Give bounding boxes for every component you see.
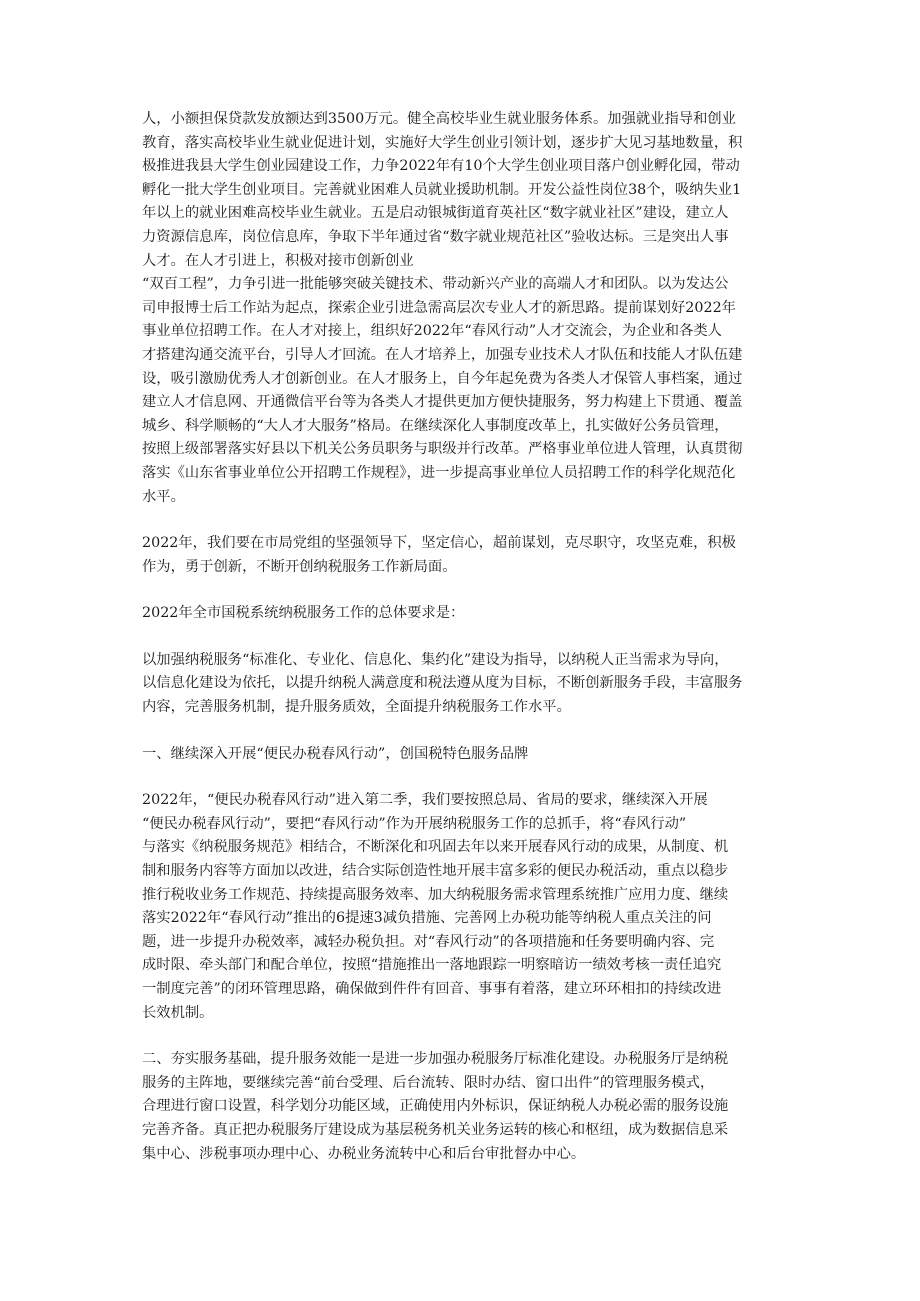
paragraph <box>142 1048 790 1166</box>
text-line: 落实《山东省事业单位公开招聘工作规程》，进一步提高事业单位人员招聘工作的科学化规范化 <box>142 464 736 481</box>
paragraph-gap <box>142 720 790 743</box>
text-line: 作为，勇于创新，不断开创纳税服务工作新局面。 <box>142 558 457 575</box>
paragraph <box>142 743 790 767</box>
text-line: 教育，落实高校毕业生就业促进计划，实施好大学生创业引领计划，逐步扩大见习基地数量，积 <box>142 134 743 151</box>
paragraph-gap <box>142 1025 790 1048</box>
text-line: 城乡、科学顺畅的“大人才大服务”格局。在继续深化人事制度改革上，扎实做好公务员管理， <box>142 417 729 434</box>
document-page <box>142 108 790 1166</box>
text-line: 成时限、牵头部门和配合单位，按照“措施推出一落地跟踪一明察暗访一绩效考核一责任追究 <box>142 957 722 974</box>
text-line: 二、夯实服务基础，提升服务效能一是进一步加强办税服务厅标准化建设。办税服务厅是纳税 <box>142 1051 729 1068</box>
paragraph-gap <box>142 579 790 602</box>
text-line: 司申报博士后工作站为起点，探索企业引进急需高层次专业人才的新思路。提前谋划好2022年 <box>142 299 736 316</box>
text-line: 长效机制。 <box>142 1004 214 1021</box>
text-line: 力资源信息库，岗位信息库，争取下半年通过省“数字就业规范社区”验收达标。三是突出人事 <box>142 228 729 245</box>
text-line: “便民办税春风行动”，要把“春风行动”作为开展纳税服务工作的总抓手，将“春风行动” <box>142 815 687 832</box>
paragraph <box>142 108 790 509</box>
paragraph <box>142 789 790 1025</box>
text-line: 孵化一批大学生创业项目。完善就业困难人员就业援助机制。开发公益性岗位38个，吸纳失业1 <box>142 181 742 198</box>
text-line: 才搭建沟通交流平台，引导人才回流。在人才培养上，加强专业技术人才队伍和技能人才队伍建 <box>142 346 743 363</box>
text-line: 题，进一步提升办税效率，减轻办税负担。对“春风行动”的各项措施和任务要明确内容、完 <box>142 933 715 950</box>
text-line: 一、继续深入开展“便民办税春风行动”，创国税特色服务品牌 <box>142 745 529 762</box>
paragraph <box>142 649 790 720</box>
text-line: 2022年全市国税系统纳税服务工作的总体要求是： <box>142 605 465 622</box>
text-line: 一制度完善”的闭环管理思路，确保做到件件有回音、事事有着落，建立环环相扣的持续改进 <box>142 981 722 997</box>
text-line: 2022年，“便民办税春风行动”进入第二季，我们要按照总局、省局的要求，继续深入开展 <box>142 792 708 809</box>
text-line: 集中心、涉税事项办理中心、办税业务流转中心和后台审批督办中心。 <box>142 1145 586 1162</box>
text-line: 极推进我县大学生创业园建设工作，力争2022年有10个大学生创业项目落户创业孵化园，带动 <box>142 158 740 175</box>
text-line: 完善齐备。真正把办税服务厅建设成为基层税务机关业务运转的核心和枢纽，成为数据信息采 <box>142 1121 729 1138</box>
text-line: 以加强纳税服务“标准化、专业化、信息化、集约化”建设为指导，以纳税人正当需求为导向， <box>142 651 729 668</box>
text-line: 2022年，我们要在市局党组的坚强领导下，坚定信心，超前谋划，克尽职守，攻坚克难，积极 <box>142 535 736 552</box>
text-line: 服务的主阵地，要继续完善“前台受理、后台流转、限时办结、窗口出件”的管理服务模式， <box>142 1074 715 1091</box>
paragraph-gap <box>142 626 790 649</box>
paragraph-gap <box>142 766 790 789</box>
text-line: 内容，完善服务机制，提升服务质效，全面提升纳税服务工作水平。 <box>142 699 571 716</box>
text-line: 落实2022年“春风行动”推出的6提速3减负措施、完善网上办税功能等纳税人重点关注的问 <box>142 910 712 927</box>
text-line: 以信息化建设为依托，以提升纳税人满意度和税法遵从度为目标，不断创新服务手段，丰富服务 <box>142 675 743 692</box>
text-line: 制和服务内容等方面加以改进，结合实际创造性地开展丰富多彩的便民办税活动，重点以稳步 <box>142 863 729 880</box>
text-line: 年以上的就业困难高校毕业生就业。五是启动银城街道育英社区“数字就业社区”建设，建立人 <box>142 205 729 222</box>
text-line: 合理进行窗口设置，科学划分功能区域，正确使用内外标识，保证纳税人办税必需的服务设施 <box>142 1098 729 1115</box>
text-line: 推行税收业务工作规范、持续提高服务效率、加大纳税服务需求管理系统推广应用力度、继续 <box>142 886 729 903</box>
text-line: 按照上级部署落实好县以下机关公务员职务与职级并行改革。严格事业单位进人管理，认真贯彻 <box>142 441 743 458</box>
paragraph <box>142 602 790 626</box>
text-line: 人，小额担保贷款发放额达到3500万元。健全高校毕业生就业服务体系。加强就业指导和创业 <box>142 111 736 127</box>
paragraph-gap <box>142 509 790 532</box>
text-line: 人才。在人才引进上，积极对接市创新创业 <box>142 252 414 269</box>
text-line: 与落实《纳税服务规范》相结合，不断深化和巩固去年以来开展春风行动的成果，从制度、机 <box>142 839 729 856</box>
text-line: 水平。 <box>142 488 185 505</box>
text-line: “双百工程”，力争引进一批能够突破关键技术、带动新兴产业的高端人才和团队。以为发达公 <box>142 276 729 293</box>
paragraph <box>142 532 790 579</box>
text-line: 设，吸引激励优秀人才创新创业。在人才服务上，自今年起免费为各类人才保管人事档案，通过 <box>142 370 743 387</box>
text-line: 事业单位招聘工作。在人才对接上，组织好2022年“春风行动”人才交流会，为企业和各类人 <box>142 323 722 340</box>
text-line: 建立人才信息网、开通微信平台等为各类人才提供更加方便快捷服务，努力构建上下贯通、覆盖 <box>142 394 743 411</box>
